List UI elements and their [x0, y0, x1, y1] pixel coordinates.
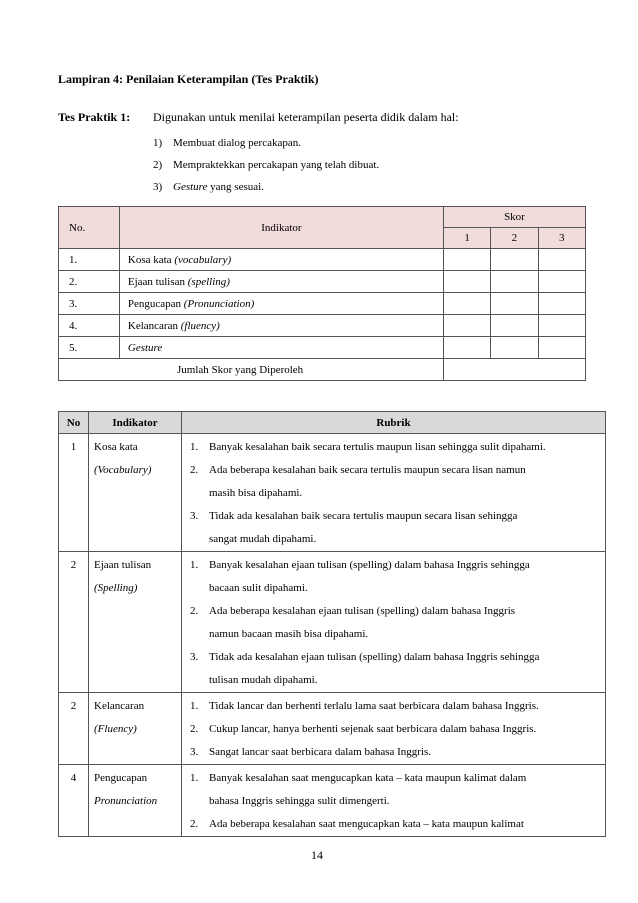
tes-label: Tes Praktik 1: — [58, 110, 131, 124]
rubrik-header-rubrik: Rubrik — [182, 412, 606, 434]
tes-description: Digunakan untuk menilai keterampilan peserta didik dalam hal: — [153, 110, 459, 124]
tes-item-list — [153, 132, 379, 198]
page-number: 14 — [311, 848, 323, 862]
rubrik-header-indikator: Indikator — [89, 412, 182, 434]
skor-header-1: 1 — [443, 228, 490, 249]
skor-row: 4. Kelancaran (fluency) — [59, 315, 586, 337]
skor-row: 1. Kosa kata (vocabulary) — [59, 249, 586, 271]
skor-row: 5. Gesture — [59, 337, 586, 359]
rubrik-row: 4 Pengucapan Pronunciation 1. Banyak kesalahan saat mengucapkan kata – kata maupun kalimat dalam bahasa Inggris sehingga sulit dimengerti. 2. Ada beberapa kesalahan saat mengucapkan kata – kata maupun kalimat — [59, 765, 606, 837]
skor-header-3: 3 — [538, 228, 585, 249]
skor-total-row: Jumlah Skor yang Diperoleh — [59, 359, 586, 381]
skor-header-2: 2 — [491, 228, 538, 249]
skor-row: 2. Ejaan tulisan (spelling) — [59, 271, 586, 293]
rubrik-row: 1 Kosa kata (Vocabulary) 1. Banyak kesalahan baik secara tertulis maupun lisan sehingga sulit dipahami. 2. Ada beberapa kesalahan baik secara tertulis maupun secara lisan namun masih bisa dipahami. 3. Tidak ada kesalahan baik secara tertulis maupun secara lisan sehingga sangat mudah dipahami. — [59, 434, 606, 552]
rubrik-table — [58, 411, 606, 837]
skor-row: 3. Pengucapan (Pronunciation) — [59, 293, 586, 315]
rubrik-row: 2 Ejaan tulisan (Spelling) 1. Banyak kesalahan ejaan tulisan (spelling) dalam bahasa Inggris sehingga bacaan sulit dipahami. 2. Ada beberapa kesalahan ejaan tulisan (spelling) dalam bahasa Inggris namun bacaan masih bisa dipahami. 3. Tidak ada kesalahan ejaan tulisan (spelling) dalam bahasa Inggris sehingga tulisan mudah dipahami. — [59, 552, 606, 693]
skor-table — [58, 206, 586, 381]
skor-header-indikator: Indikator — [119, 207, 443, 249]
rubrik-header-no: No — [59, 412, 89, 434]
skor-header-skor: Skor — [443, 207, 585, 228]
skor-header-no: No. — [59, 207, 120, 249]
tes-item: 2) Mempraktekkan percakapan yang telah dibuat. — [153, 159, 380, 171]
rubrik-row: 2 Kelancaran (Fluency) 1. Tidak lancar dan berhenti terlalu lama saat berbicara dalam bahasa Inggris. 2. Cukup lancar, hanya berhenti sejenak saat berbicara dalam bahasa Inggris. 3. Sangat lancar saat berbicara dalam bahasa Inggris. — [59, 693, 606, 765]
page-title: Lampiran 4: Penilaian Keterampilan (Tes Praktik) — [58, 72, 319, 86]
tes-item: 1) Membuat dialog percakapan. — [153, 137, 301, 149]
tes-item: 3) Gesture yang sesuai. — [153, 181, 264, 193]
